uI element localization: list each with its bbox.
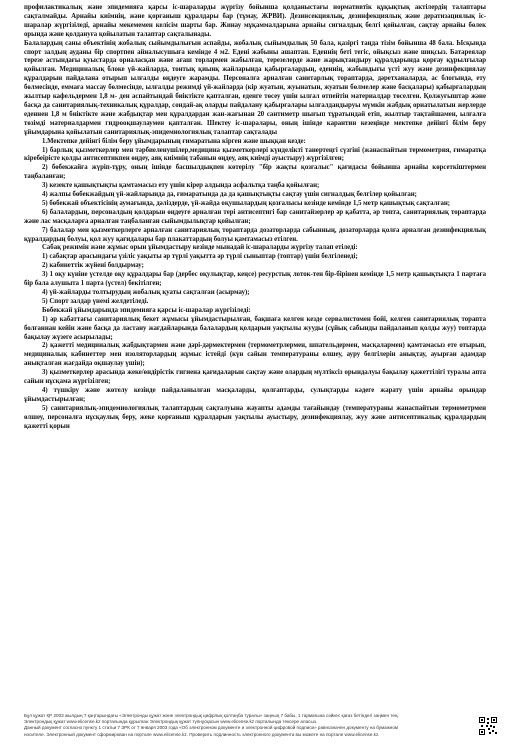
- qr-code-icon: [478, 716, 498, 736]
- footer-line: Данный документ согласно пункту 1 статьи 7 ЗРК от 7 января 2003 года «Об электронном документе и электронной цифровой подписи» равнозначен документу на бумажном: [24, 725, 399, 731]
- document-body: [24, 4, 486, 432]
- section-heading: 1.Мектепке дейінгі білім беру ұйымдарының ғимаратына кірген және шыққан кезде:: [42, 137, 306, 145]
- list-item: 1) барлық қызметкерлер мен тәрбиеленушілер,медицина қызметкерлері күнделікті танертеңгі сүзгіні (жанаспайтын термометрия, ғимаратқа кіребеірісте қолды антисептикпен өңдеу, аяқ киімнің табанын өңдеу, аяқ киімді ауыстыру) жүргізілген;: [24, 146, 486, 163]
- list-item: 5) бөбекжай объектісінің аумағында, дәліздерде, үй-жайда оқушылардың қозғалысы кезінде кемінде 1,5 метр қашықтық сақталған;: [42, 199, 451, 207]
- list-item: 3) қызметкерлер арасында жеке/өндірістік гигиена қағидаларын сақтау және олардың мүлтіксіз орындалуы бақылау қажеттілігі туралы аптa сайын нұсқама жүргізілген;: [24, 369, 486, 386]
- footer-line: носителе. Электронный документ сформирован на портале www.elicense.kz. Проверить подлинность электронного документа вы можете на портале www.elicense.kz.: [24, 731, 380, 737]
- paragraph: Балалардың саны объектінің жобалық сыйымдылығын аспайды, жобалық сыйымдылық 50 бала, қазіргі таңда тізім бойынша 48 бала. Ысқында спорт залдың ауданы бір спортпен айналысушыға кемінде 4 м2. Еденi жабыны ашаптан. Еденнің беті тегіс, ойықсыз және шиқсыз. Батареялар терезе астындағы қуыстарда орналасқан және ағаш торлармен жабылған, терезелерде және жарықтандыру құралдарында қорғау құрылғылар қойылған. Медициналық блоке үй-жайларда, тонтық қиынқ жайларында қабырғалардың, еденнің, жабындығы үсті жуу және дезинфекциялау құралдарын пайдалана отырып ылғалды өңдеуге жарамды. Персоналға арналған санитарлық тораптарда, дәретханаларда, ас блогында, ету бөлмесінде, еммаға массау бөлмесінде, ылғалды режимді үй-жайларда (кір жуатын, жуынатын, жуатын бөлмелер және басқалары) қабырғалардың жылтыр кафельдермен 1,8 м- ден аспайтындай биіктікте қапталған, еденге төсеу үшін ылғал өтпейтін материалдар төселген. Қолжуғыштар және басқа да санитариялық-техникалық құралдар, сондай-ақ оларды пайдалану қабырғалары ылғалдандыруы мүмкін жабдық орнатылатын жерлерде еденнен 1,8 м биіктікте және жабдықтар мен құралдардан жан-жағынан 20 сантиметр шығып тұратындай етіп, жылтыр тақтайшамен, ылғалға төзімді материалдармен гидрооқшаулаумен қапталған. Шектеу іс-шаралары, оның ішінде карантин кезеңінде мектепке дейінгі білім беру ұйымдарына қойылатын санитариялық-эпидемиологиялық талаптар сақталады: [24, 39, 486, 136]
- list-item: 1) әр кабаттағы санитариялық бекет жұмысы ұйымдастырылған, бақшаға келген кезде сервалистомен бойі, келген санитариялық торапта болғаннан кейін және басқа да ластану жағдайларында балалардың қолдарын уақтылы жууды (сұйық сабынды пайдаланып қолды жуу) топтарда бақылау жүзеге асырылады;: [24, 315, 486, 341]
- list-item: 2) кабинеттік жүйені болдырмау;: [42, 262, 144, 270]
- list-item: 4) түшкіру және жөтелу кезінде пайдаланылған масқаларды, қолғаптарды, сулықтарды кәдеге жарату үшін арнайы орындар ұйымдастырылған;: [24, 386, 486, 403]
- list-item: 4) үй-жайларды толтырудың жобалық қуаты сақталған (асырмау);: [42, 289, 250, 296]
- footer-line: Бұл құжат ҚР 2003 жылдың 7 қаңтарындағы «Электронды құжат және электрондық цифрлық қолтаңба туралы» заңның 7 бабы, 1 тармағына сәйкес қағаз бетіндегі заңмен тең.: [24, 713, 399, 718]
- document-footer: [24, 713, 486, 738]
- list-item: 7) балалар мен қызметкерлерге арналған санитариялық тораптарда дозаторларда сабынның, дозаторларда қолға арналған дезинфекциялық құралдардың болуы, қол жуу қағидалары бар плакаттардың болуы қамтамасыз етілген.: [24, 226, 486, 243]
- list-item: 2) бөбекжайға жүріп-тұру, оның ішінде басшылдықпен көтерілу "бір жақты қозғалыс" қағидасы бойынша арнайы көрсеткіштермен таңбаланған;: [24, 164, 486, 181]
- list-item: 1) сабақтар арасындағы үзіліс уақыты әр түрлі уақытта әр түрлі сыныптар (топтар) үшін белгіленеді;: [42, 253, 358, 261]
- section-heading: Сабақ режимін және жұмыс орын ұйымдастыру кезінде мынадай іс-шараларды жүргізу талап етіледі:: [42, 244, 358, 252]
- list-item: 6) балалардың, персоналдың қолдарын өңдеуге арналған тері антисептигі бар санитайзерлер әр қабатта, әр топта, санитариялық тораптарда және лас масқаларға арналған таңбаланған сыйымдылықтар қойылған;: [24, 208, 486, 225]
- list-item: 5) санитариялық-эпидемиологиялық талаптардың сақталуына жауапты адамды тағайындау (температураны жанаспайтын термометрмен өлшеу, персоналға нұсқаулық беру, жеке қорғаныш құралдарын уақтылы ауыстыру, дезинфекциялау, жуу және антисептикалық құралдардың қажетті қорын: [24, 404, 486, 430]
- list-item: 3) кезекте қашықтықты қамтамасыз ету үшін кірер алдында асфальтқа таңба қойылған;: [42, 182, 320, 190]
- list-item: 3) 1 оқу күніне үстелде оқу құралдары бар (дербес оқулықтар, кеңсе) ресурстық лоток-тен бір-бірінен кемінде 1,5 метр қашықтықта 1 партаға бір бала алушыта 1 парта (үстел) бекітілген;: [24, 271, 486, 288]
- footer-line: Электрондық құжат www.elicense.kz порталында құрылған Электрондық құжат түпнұсқасын www.elicense.kz порталында тексере аласыз.: [24, 719, 318, 725]
- paragraph: профилактикалық және эпидемияға қарсы іс-шараларды жүргізу бойынша қолданыстағы нормативтік құқықтық актілердің талаптары сақталмайды. Арнайы киімнің, және қорғаныш құралдары бар (тұмау, ЖРВИ). Дезинсекциялық, дезинфекциялық және дератизациялық іс-шаралар жүргізіледі, арнайы мекемемен келісім шарты бар. Жинау мұқаммалдарына арнайы сигналдық белгі қойылған, сақтау арнайы бөлек орында және қолдануға қойылатын талаптар сақталынады.: [24, 4, 486, 38]
- list-item: 2) қажетті медициналық жабдықтармен және дәрі-дәрмектермен (термометрлермен, шпательдермен, масқалармен) қамтамасыз ете отырып, медициналық кабинеттер мен изоляторлардың жұмыс істейді (күн сайын температураны өлшеу, ауру белгілерін анықтау, ауырған адамдар анықталған жағдайда оқшаулау үшін);: [24, 342, 486, 368]
- section-heading: Бөбекжай ұйымдарында эпидемияға қарсы іс-шаралар жүргізіледі:: [42, 306, 251, 314]
- list-item: 5) Спорт залдар үнемі желдетіледі.: [42, 297, 149, 305]
- list-item: 4) жалпы бөбекжайдың үй-жайларында да, ғимаратында да да қашықтықты сақтау үшін сигналдық белгілер қойылған;: [42, 191, 417, 199]
